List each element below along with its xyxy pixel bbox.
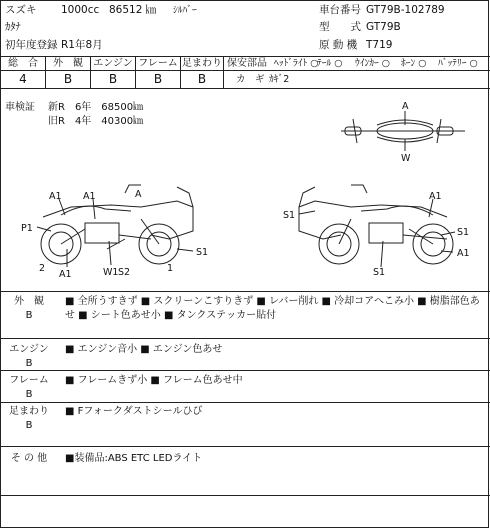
maker: スズキ	[5, 4, 37, 16]
divider	[1, 446, 490, 447]
engine-label: 原 動 機	[319, 39, 358, 51]
section-text-exterior: ■ 全所うすきず ■ スクリーンこすりきず ■ レバー削れ ■ 冷却コアへこみ小 ■ 樹脂部色あせ ■ シート色あせ小 ■ タンクステッカー貼付	[65, 296, 480, 321]
grade-label-frame: フレーム	[138, 58, 178, 69]
grade-label-engine: エンジン	[93, 58, 133, 69]
divider	[1, 402, 490, 403]
diagram-label: 2	[39, 263, 46, 274]
section-label-other: そ の 他	[10, 453, 48, 464]
keys-value: ｶｷﾞ2	[269, 74, 290, 85]
diagram-label: A1	[83, 191, 96, 202]
divider	[1, 370, 490, 371]
inspection-old: 旧R 4年 40300㎞	[48, 116, 144, 127]
diagram-label: S1	[373, 267, 386, 278]
frame-no-label: 車台番号	[319, 4, 361, 16]
section-label-exterior: 外 観	[14, 296, 44, 307]
first-registration-label: 初年度登録	[5, 39, 58, 51]
grade-label-suspension: 足まわり	[182, 58, 222, 69]
diagram-label: P1	[21, 223, 33, 234]
type-label: 型 式	[319, 21, 361, 33]
inspection-new: 新R 6年 68500㎞	[48, 102, 144, 113]
section-grade-frame: B	[25, 389, 33, 400]
section-text-engine: ■ エンジン音小 ■ エンジン色あせ	[65, 344, 223, 355]
divider	[1, 291, 490, 292]
equipment-title: 保安部品	[227, 58, 267, 69]
motorcycle-damage-diagram	[1, 89, 490, 291]
frame-no: GT79B-102789	[366, 4, 445, 16]
engine-value: T719	[366, 39, 393, 51]
first-registration-value: R1年8月	[61, 39, 103, 51]
section-grade-exterior: B	[25, 310, 33, 321]
divider	[223, 56, 224, 88]
type-value: GT79B	[366, 21, 401, 33]
top-view-motorcycle	[341, 119, 465, 143]
diagram-label: A1	[59, 269, 72, 280]
section-label-engine: エンジン	[9, 344, 49, 355]
diagram-label: A1	[429, 191, 442, 202]
displacement: 1000cc	[61, 4, 100, 16]
diagram-label: W1	[103, 267, 119, 278]
grade-value-exterior: B	[63, 72, 73, 86]
diagram-label: A1	[49, 191, 62, 202]
section-label-suspension: 足まわり	[9, 406, 49, 417]
grade-value-overall: 4	[19, 72, 27, 86]
divider	[1, 495, 490, 496]
diagram-label: S1	[283, 210, 296, 221]
model-name: ｶﾀﾅ	[5, 21, 21, 33]
section-grade-engine: B	[25, 358, 33, 369]
inspection-label: 車検証	[5, 102, 35, 113]
equipment-tail: ﾃｰﾙ ○	[317, 58, 343, 69]
section-text-suspension: ■ Fフォークダストシールひび	[65, 406, 203, 417]
section-text-other: ■装備品:ABS ETC LEDライト	[65, 453, 203, 464]
equipment-battery: ﾊﾞｯﾃﾘｰ ○	[438, 58, 478, 69]
divider	[223, 70, 490, 71]
diagram-label: S2	[118, 267, 131, 278]
diagram-label: W	[401, 153, 411, 164]
grade-label-overall: 総 合	[8, 58, 38, 69]
diagram-label: A1	[457, 248, 470, 259]
diagram-label: A	[135, 189, 142, 200]
grade-value-frame: B	[153, 72, 163, 86]
keys-label: カ ギ	[236, 74, 265, 85]
grade-value-engine: B	[108, 72, 118, 86]
diagram-label: A	[402, 101, 409, 112]
grade-label-exterior: 外 観	[53, 58, 83, 69]
equipment-winker: ｳｲﾝｶｰ ○	[355, 58, 391, 69]
section-text-frame: ■ フレームきず小 ■ フレーム色あせ中	[65, 375, 243, 386]
diagram-label: S1	[457, 227, 470, 238]
section-grade-suspension: B	[25, 420, 33, 431]
divider	[1, 338, 490, 339]
color: ｼﾙﾊﾞｰ	[173, 5, 197, 16]
diagram-label: S1	[196, 247, 209, 258]
equipment-horn: ﾎｰﾝ ○	[401, 58, 427, 69]
diagram-label: 1	[167, 263, 174, 274]
equipment-headlight: ﾍｯﾄﾞﾗｲﾄ ○	[274, 58, 319, 69]
left-view-motorcycle	[41, 185, 193, 264]
section-label-frame: フレーム	[9, 375, 49, 386]
mileage: 86512 ㎞	[109, 4, 157, 16]
grade-value-suspension: B	[197, 72, 207, 86]
